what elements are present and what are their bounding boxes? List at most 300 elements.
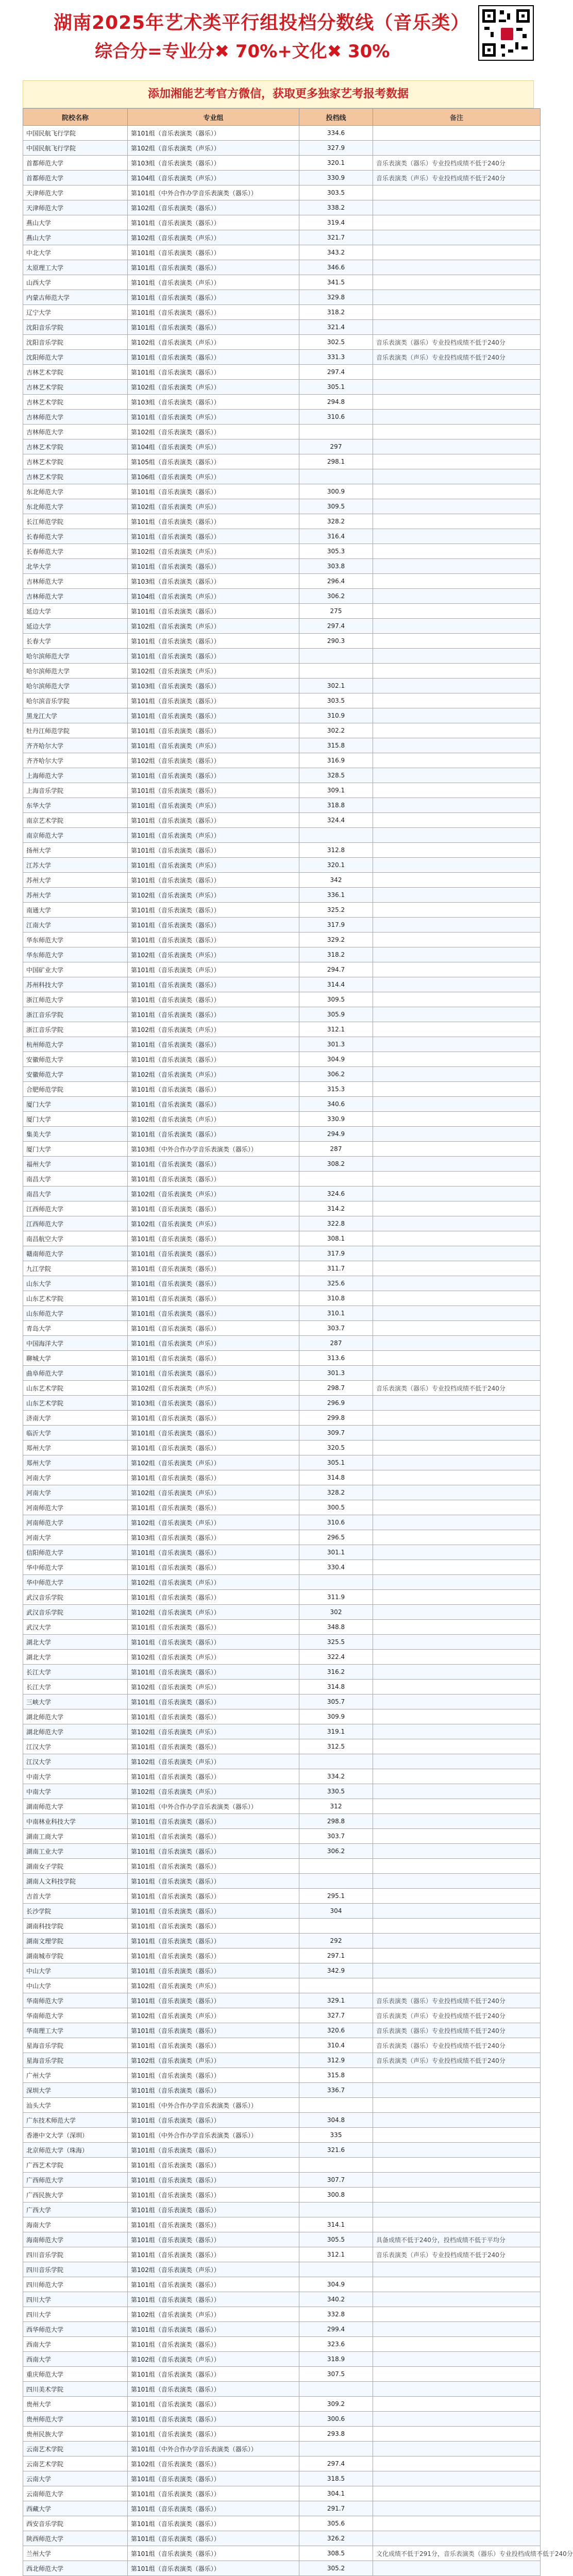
school-cell: 吉林艺术学院 — [23, 469, 128, 484]
school-cell: 辽宁大学 — [23, 305, 128, 320]
group-cell: 第101组（音乐表演类（器乐）） — [128, 1665, 299, 1680]
note-cell — [373, 305, 541, 320]
score-cell: 321.7 — [299, 230, 373, 245]
school-cell: 陕西师范大学 — [23, 2531, 128, 2546]
table-row — [23, 529, 541, 544]
note-cell — [373, 1545, 541, 1560]
group-cell: 第101组（音乐表演类（器乐）） — [128, 529, 299, 544]
note-cell — [373, 1680, 541, 1694]
score-cell: 318.2 — [299, 305, 373, 320]
table-row — [23, 1963, 541, 1978]
school-cell: 南京艺术学院 — [23, 813, 128, 828]
score-cell — [299, 1859, 373, 1874]
school-cell: 江西师范大学 — [23, 1216, 128, 1231]
school-cell: 湖南工商大学 — [23, 1829, 128, 1844]
school-cell: 云南大学 — [23, 2471, 128, 2486]
score-cell: 320.1 — [299, 156, 373, 171]
school-cell: 集美大学 — [23, 1127, 128, 1142]
score-cell: 321.6 — [299, 2143, 373, 2158]
note-cell — [373, 1142, 541, 1157]
group-cell: 第101组（音乐表演类（器乐）） — [128, 918, 299, 933]
group-cell: 第101组（音乐表演类（器乐）） — [128, 1963, 299, 1978]
score-cell: 302.1 — [299, 679, 373, 693]
score-cell: 301.3 — [299, 1037, 373, 1052]
group-cell: 第103组（音乐表演类（器乐）） — [128, 574, 299, 589]
school-cell: 兰州大学 — [23, 2546, 128, 2561]
group-cell: 第102组（音乐表演类（声乐）） — [128, 1515, 299, 1530]
group-cell: 第101组（音乐表演类（器乐）） — [128, 933, 299, 947]
group-cell: 第101组（音乐表演类（声乐）） — [128, 798, 299, 813]
school-cell: 西藏大学 — [23, 2501, 128, 2516]
note-cell — [373, 365, 541, 380]
table-row — [23, 1321, 541, 1336]
note-cell — [373, 2397, 541, 2412]
school-cell: 厦门大学 — [23, 1097, 128, 1112]
school-cell: 南昌大学 — [23, 1172, 128, 1187]
group-cell: 第102组（音乐表演类（器乐）） — [128, 425, 299, 439]
score-cell: 330.4 — [299, 1560, 373, 1575]
table-row — [23, 2307, 541, 2322]
score-cell: 318.2 — [299, 947, 373, 962]
note-cell — [373, 1022, 541, 1037]
score-cell — [299, 664, 373, 679]
score-cell: 295.1 — [299, 1889, 373, 1904]
table-row — [23, 245, 541, 260]
table-row — [23, 2471, 541, 2486]
group-cell: 第101组（音乐表演类（器乐）） — [128, 1231, 299, 1246]
table-row — [23, 1515, 541, 1530]
score-cell: 338.2 — [299, 200, 373, 215]
table-row — [23, 1919, 541, 1934]
table-header-row — [23, 109, 541, 126]
table-row — [23, 365, 541, 380]
note-cell — [373, 2128, 541, 2143]
score-cell: 309.2 — [299, 2397, 373, 2412]
table-row — [23, 230, 541, 245]
school-cell: 齐齐哈尔大学 — [23, 738, 128, 753]
school-cell: 河南大学 — [23, 1530, 128, 1545]
school-cell: 中国民航飞行学院 — [23, 126, 128, 141]
school-cell: 山东艺术学院 — [23, 1291, 128, 1306]
school-cell: 中国矿业大学 — [23, 962, 128, 977]
table-row — [23, 1829, 541, 1844]
school-cell: 扬州大学 — [23, 843, 128, 858]
school-cell: 燕山大学 — [23, 215, 128, 230]
note-cell — [373, 290, 541, 305]
note-cell: 音乐表演类（器乐）专业投档成绩不低于240分 — [373, 156, 541, 171]
score-cell: 312.5 — [299, 1739, 373, 1754]
school-cell: 南昌航空大学 — [23, 1231, 128, 1246]
note-cell — [373, 1246, 541, 1261]
school-cell: 西南大学 — [23, 2352, 128, 2367]
school-cell: 西北师范大学 — [23, 2561, 128, 2576]
score-cell: 306.2 — [299, 1067, 373, 1082]
group-cell: 第101组（音乐表演类（器乐）） — [128, 2217, 299, 2232]
table-row — [23, 395, 541, 410]
table-row — [23, 559, 541, 574]
score-cell — [299, 2098, 373, 2113]
group-cell: 第101组（音乐表演类（器乐）） — [128, 604, 299, 619]
table-row — [23, 2202, 541, 2217]
note-cell — [373, 1904, 541, 1919]
score-cell: 314.1 — [299, 2217, 373, 2232]
column-header-group: 专业组 — [128, 109, 299, 126]
table-row — [23, 499, 541, 514]
score-cell: 348.8 — [299, 1620, 373, 1635]
score-cell: 310.1 — [299, 1306, 373, 1321]
score-cell: 314.8 — [299, 1680, 373, 1694]
group-cell: 第101组（音乐表演类（声乐）） — [128, 738, 299, 753]
score-cell: 328.2 — [299, 1485, 373, 1500]
group-cell: 第101组（音乐表演类（器乐）） — [128, 2471, 299, 2486]
note-cell — [373, 1650, 541, 1665]
note-cell: 音乐表演类（器乐）专业投档成绩不低于240分 — [373, 1993, 541, 2008]
group-cell: 第101组（音乐表演类（器乐）） — [128, 245, 299, 260]
note-cell: 音乐表演类（器乐）专业投档成绩不低于240分 — [373, 1381, 541, 1396]
note-cell — [373, 649, 541, 664]
group-cell: 第101组（音乐表演类（器乐）） — [128, 514, 299, 529]
score-cell: 296.4 — [299, 574, 373, 589]
table-row — [23, 2382, 541, 2397]
school-cell: 太原理工大学 — [23, 260, 128, 275]
note-cell — [373, 1560, 541, 1575]
group-cell: 第101组（音乐表演类（器乐）） — [128, 1874, 299, 1889]
note-cell — [373, 2202, 541, 2217]
table-row — [23, 589, 541, 604]
table-row — [23, 1485, 541, 1500]
note-cell — [373, 634, 541, 649]
group-cell: 第102组（音乐表演类（器乐）） — [128, 753, 299, 768]
group-cell: 第101组（音乐表演类（器乐）） — [128, 1694, 299, 1709]
group-cell: 第101组（音乐表演类（器乐）） — [128, 1500, 299, 1515]
table-row — [23, 574, 541, 589]
score-cell: 305.1 — [299, 380, 373, 395]
score-cell: 332.8 — [299, 2307, 373, 2322]
school-cell: 曲阜师范大学 — [23, 1366, 128, 1381]
note-cell — [373, 1037, 541, 1052]
group-cell: 第101组（中外合作办学音乐表演类（器乐）） — [128, 185, 299, 200]
score-cell: 329.8 — [299, 290, 373, 305]
school-cell: 华东师范大学 — [23, 947, 128, 962]
group-cell: 第101组（音乐表演类（器乐）） — [128, 873, 299, 888]
table-row — [23, 708, 541, 723]
school-cell: 华中师范大学 — [23, 1560, 128, 1575]
table-row — [23, 1276, 541, 1291]
group-cell: 第101组（中外合作办学音乐表演类（器乐）） — [128, 1799, 299, 1814]
score-cell: 305.5 — [299, 2232, 373, 2247]
score-cell: 302.2 — [299, 723, 373, 738]
table-row — [23, 1575, 541, 1590]
group-cell: 第102组（音乐表演类（声乐）） — [128, 888, 299, 903]
table-row — [23, 693, 541, 708]
note-cell — [373, 2352, 541, 2367]
score-cell — [299, 649, 373, 664]
group-cell: 第101组（音乐表演类（器乐）） — [128, 1440, 299, 1455]
note-cell: 文化成绩不低于291分，音乐表演类（器乐）专业投档成绩不低于240分 — [373, 2546, 541, 2561]
score-cell: 307.7 — [299, 2173, 373, 2188]
table-row — [23, 664, 541, 679]
school-cell: 河南师范大学 — [23, 1500, 128, 1515]
school-cell: 山西大学 — [23, 275, 128, 290]
group-cell: 第101组（音乐表演类（器乐）） — [128, 1934, 299, 1948]
school-cell: 哈尔滨音乐学院 — [23, 693, 128, 708]
score-cell — [299, 1754, 373, 1769]
table-row — [23, 200, 541, 215]
note-cell — [373, 574, 541, 589]
note-cell — [373, 410, 541, 425]
group-cell: 第104组（音乐表演类（声乐）） — [128, 439, 299, 454]
note-cell — [373, 903, 541, 918]
note-cell — [373, 992, 541, 1007]
note-cell — [373, 1874, 541, 1889]
table-row — [23, 1560, 541, 1575]
group-cell: 第101组（音乐表演类（器乐）） — [128, 1889, 299, 1904]
school-cell: 湖北师范大学 — [23, 1724, 128, 1739]
group-cell: 第101组（音乐表演类（器乐）） — [128, 350, 299, 365]
group-cell: 第101组（音乐表演类（器乐）） — [128, 768, 299, 783]
note-cell — [373, 888, 541, 903]
table-row — [23, 1470, 541, 1485]
score-cell: 275 — [299, 604, 373, 619]
group-cell: 第101组（音乐表演类（器乐）） — [128, 2247, 299, 2262]
note-cell — [373, 1530, 541, 1545]
score-cell: 328.2 — [299, 514, 373, 529]
group-cell: 第102组（音乐表演类（声乐）） — [128, 1187, 299, 1201]
school-cell: 天津师范大学 — [23, 200, 128, 215]
table-row — [23, 2158, 541, 2173]
note-cell — [373, 2158, 541, 2173]
note-cell: 音乐表演类（器乐）专业投档成绩不低于240分 — [373, 2038, 541, 2053]
note-cell — [373, 439, 541, 454]
school-cell: 安徽师范大学 — [23, 1052, 128, 1067]
table-row — [23, 2232, 541, 2247]
school-cell: 云南艺术学院 — [23, 2442, 128, 2456]
note-cell — [373, 1097, 541, 1112]
note-cell — [373, 1799, 541, 1814]
school-cell: 吉林师范大学 — [23, 589, 128, 604]
note-cell — [373, 1470, 541, 1485]
score-cell: 297.4 — [299, 619, 373, 634]
group-cell: 第102组（音乐表演类（声乐）） — [128, 1485, 299, 1500]
note-cell — [373, 141, 541, 156]
table-row — [23, 1411, 541, 1426]
school-cell: 吉林艺术学院 — [23, 395, 128, 410]
score-cell: 293.8 — [299, 2427, 373, 2442]
table-row — [23, 1426, 541, 1440]
school-cell: 四川音乐学院 — [23, 2247, 128, 2262]
table-row — [23, 425, 541, 439]
school-cell: 长春大学 — [23, 634, 128, 649]
group-cell: 第101组（音乐表演类（器乐）） — [128, 2367, 299, 2382]
score-cell: 308.1 — [299, 1231, 373, 1246]
score-cell: 300.8 — [299, 2188, 373, 2202]
note-cell: 音乐表演类（声乐）专业投档成绩不低于240分 — [373, 2247, 541, 2262]
table-row — [23, 1440, 541, 1455]
table-row — [23, 469, 541, 484]
table-row — [23, 275, 541, 290]
school-cell: 汕头大学 — [23, 2098, 128, 2113]
group-cell: 第101组（音乐表演类（器乐）） — [128, 2322, 299, 2337]
school-cell: 云南艺术学院 — [23, 2456, 128, 2471]
table-row — [23, 1590, 541, 1605]
group-cell: 第102组（音乐表演类（器乐）） — [128, 200, 299, 215]
school-cell: 沈阳音乐学院 — [23, 335, 128, 350]
score-cell: 287 — [299, 1142, 373, 1157]
column-header-score: 投档线 — [299, 109, 373, 126]
score-cell: 317.9 — [299, 1246, 373, 1261]
note-cell — [373, 2382, 541, 2397]
school-cell: 黑龙江大学 — [23, 708, 128, 723]
table-row — [23, 335, 541, 350]
table-row — [23, 1336, 541, 1351]
table-row — [23, 1739, 541, 1754]
score-cell: 306.2 — [299, 1844, 373, 1859]
note-cell — [373, 693, 541, 708]
score-cell: 294.8 — [299, 395, 373, 410]
table-row — [23, 156, 541, 171]
table-row — [23, 2352, 541, 2367]
school-cell: 云南师范大学 — [23, 2486, 128, 2501]
school-cell: 苏州大学 — [23, 873, 128, 888]
school-cell: 华南理工大学 — [23, 2023, 128, 2038]
school-cell: 江汉大学 — [23, 1739, 128, 1754]
score-cell: 312.8 — [299, 843, 373, 858]
note-cell — [373, 1291, 541, 1306]
note-cell — [373, 2098, 541, 2113]
group-cell: 第103组（音乐表演类（器乐）） — [128, 156, 299, 171]
score-cell: 304.1 — [299, 2486, 373, 2501]
school-cell: 湖南女子学院 — [23, 1859, 128, 1874]
group-cell: 第101组（音乐表演类（器乐）） — [128, 1904, 299, 1919]
group-cell: 第101组（音乐表演类（器乐）） — [128, 1919, 299, 1934]
score-cell: 300.5 — [299, 1500, 373, 1515]
score-cell: 328.5 — [299, 768, 373, 783]
school-cell: 沈阳音乐学院 — [23, 320, 128, 335]
table-row — [23, 305, 541, 320]
table-row — [23, 1635, 541, 1650]
score-cell — [299, 1172, 373, 1187]
note-cell — [373, 2083, 541, 2098]
group-cell: 第101组（音乐表演类（器乐）） — [128, 1709, 299, 1724]
school-cell: 吉林艺术学院 — [23, 454, 128, 469]
note-cell: 音乐表演类（声乐）专业投档成绩不低于240分 — [373, 2008, 541, 2023]
school-cell: 江汉大学 — [23, 1754, 128, 1769]
note-cell — [373, 768, 541, 783]
score-cell: 341.5 — [299, 275, 373, 290]
score-cell: 318.8 — [299, 798, 373, 813]
school-cell: 四川美术学院 — [23, 2382, 128, 2397]
school-cell: 合肥师范学院 — [23, 1082, 128, 1097]
score-cell: 297 — [299, 439, 373, 454]
score-cell — [299, 1874, 373, 1889]
group-cell: 第102组（音乐表演类（声乐）） — [128, 544, 299, 559]
score-cell: 305.3 — [299, 544, 373, 559]
score-cell: 319.1 — [299, 1724, 373, 1739]
note-cell — [373, 2322, 541, 2337]
score-cell: 310.6 — [299, 410, 373, 425]
note-cell — [373, 380, 541, 395]
school-cell: 四川大学 — [23, 2292, 128, 2307]
school-cell: 海南大学 — [23, 2217, 128, 2232]
table-row — [23, 992, 541, 1007]
group-cell: 第101组（音乐表演类（器乐）） — [128, 1590, 299, 1605]
score-cell: 301.3 — [299, 1366, 373, 1381]
note-cell — [373, 2277, 541, 2292]
note-cell — [373, 1485, 541, 1500]
group-cell: 第101组（音乐表演类（器乐）） — [128, 723, 299, 738]
school-cell: 河南大学 — [23, 1470, 128, 1485]
school-cell: 安徽师范大学 — [23, 1067, 128, 1082]
table-row — [23, 2442, 541, 2456]
score-cell: 310.8 — [299, 1291, 373, 1306]
group-cell: 第103组（音乐表演类（器乐）） — [128, 679, 299, 693]
score-cell: 305.2 — [299, 2561, 373, 2576]
group-cell: 第101组（音乐表演类（器乐）） — [128, 992, 299, 1007]
note-cell — [373, 1455, 541, 1470]
note-cell — [373, 1231, 541, 1246]
group-cell: 第102组（音乐表演类（声乐）） — [128, 1022, 299, 1037]
group-cell: 第105组（音乐表演类（器乐）） — [128, 454, 299, 469]
score-cell: 327.7 — [299, 2008, 373, 2023]
note-cell — [373, 2561, 541, 2576]
score-cell — [299, 1978, 373, 1993]
table-row — [23, 1500, 541, 1515]
note-cell — [373, 2531, 541, 2546]
school-cell: 厦门大学 — [23, 1112, 128, 1127]
table-row — [23, 290, 541, 305]
table-row — [23, 768, 541, 783]
score-cell: 346.6 — [299, 260, 373, 275]
group-cell: 第101组（音乐表演类（器乐）） — [128, 2427, 299, 2442]
group-cell: 第102组（音乐表演类（声乐）） — [128, 335, 299, 350]
group-cell: 第102组（音乐表演类（声乐）） — [128, 499, 299, 514]
note-cell: 音乐表演类（器乐）专业投档成绩不低于240分 — [373, 335, 541, 350]
note-cell — [373, 962, 541, 977]
table-row — [23, 1545, 541, 1560]
score-cell: 309.5 — [299, 992, 373, 1007]
group-cell: 第101组（音乐表演类（器乐）） — [128, 126, 299, 141]
school-cell: 吉林师范大学 — [23, 425, 128, 439]
note-cell — [373, 1067, 541, 1082]
score-cell: 291.7 — [299, 2501, 373, 2516]
table-row — [23, 2427, 541, 2442]
score-cell: 306.2 — [299, 589, 373, 604]
table-row — [23, 2561, 541, 2576]
note-cell — [373, 723, 541, 738]
table-row — [23, 2143, 541, 2158]
note-cell — [373, 544, 541, 559]
group-cell: 第101组（音乐表演类（器乐）） — [128, 1201, 299, 1216]
school-cell: 临沂大学 — [23, 1426, 128, 1440]
group-cell: 第102组（音乐表演类（声乐）） — [128, 619, 299, 634]
school-cell: 江西师范大学 — [23, 1201, 128, 1216]
score-cell: 316.2 — [299, 1665, 373, 1680]
group-cell: 第101组（音乐表演类（器乐）） — [128, 2143, 299, 2158]
table-row — [23, 2128, 541, 2143]
school-cell: 中南大学 — [23, 1769, 128, 1784]
school-cell: 中南大学 — [23, 1784, 128, 1799]
school-cell: 湖南人文科技学院 — [23, 1874, 128, 1889]
table-row — [23, 1216, 541, 1231]
score-cell: 311.7 — [299, 1261, 373, 1276]
note-cell — [373, 977, 541, 992]
group-cell: 第102组（音乐表演类（声乐）） — [128, 1455, 299, 1470]
group-cell: 第103组（音乐表演类（器乐）） — [128, 1530, 299, 1545]
score-cell: 325.5 — [299, 1635, 373, 1650]
school-cell: 郑州大学 — [23, 1440, 128, 1455]
table-row — [23, 320, 541, 335]
qr-code-icon — [478, 5, 534, 61]
